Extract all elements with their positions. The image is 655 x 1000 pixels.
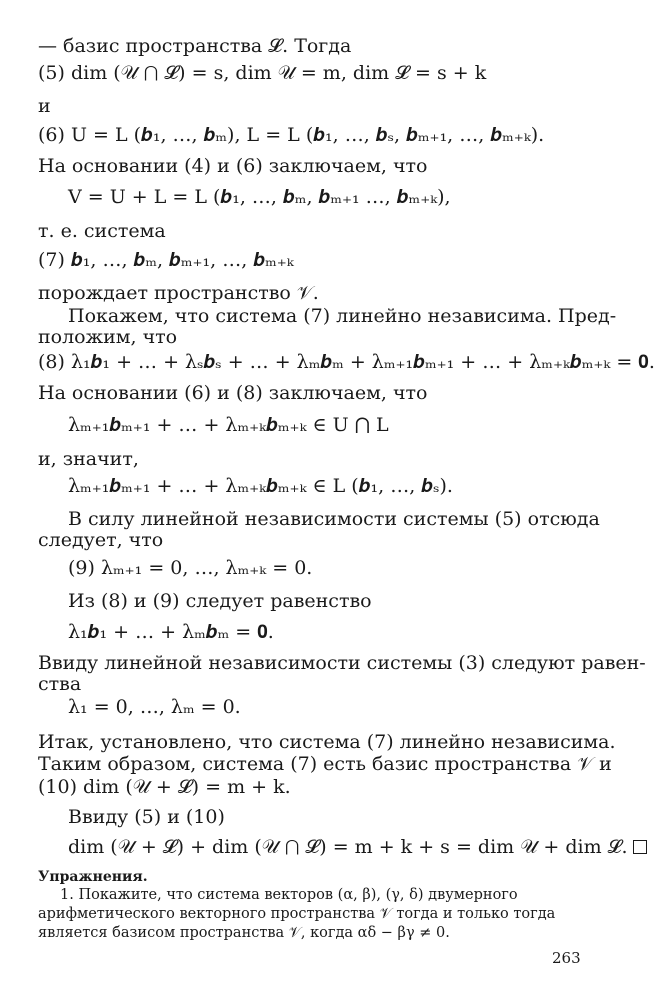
equation-sum-in-intersection: λₘ₊₁𝒃ₘ₊₁ + … + λₘ₊ₖ𝒃ₘ₊ₖ ∈ U ⋂ L [68,414,389,436]
equation-dimension-formula [68,834,628,860]
exercise-line: является базисом пространства 𝒱, когда αδ − βγ ≠ 0. [38,925,450,941]
text-line: Итак, установлено, что система (7) линейно независима. [38,731,616,753]
equation-9: (9) λₘ₊₁ = 0, …, λₘ₊ₖ = 0. [68,557,313,579]
text-line: ства [38,673,82,695]
text-line: порождает пространство 𝒱. [38,282,319,304]
text-line: — базис пространства 𝓛. Тогда [38,35,352,57]
text-line: На основании (4) и (6) заключаем, что [38,155,428,177]
text-line: Покажем, что система (7) линейно независима. Пред- [68,305,617,327]
equation-7: (7) 𝒃₁, …, 𝒃ₘ, 𝒃ₘ₊₁, …, 𝒃ₘ₊ₖ [38,249,294,271]
equation-v: V = U + L = L (𝒃₁, …, 𝒃ₘ, 𝒃ₘ₊₁ …, 𝒃ₘ₊ₖ), [68,186,451,208]
equation-8: (8) λ₁𝒃₁ + … + λₛ𝒃ₛ + … + λₘ𝒃ₘ + λₘ₊₁𝒃ₘ₊₁ + … + λₘ₊ₖ𝒃ₘ₊ₖ = 𝟎. [38,351,655,373]
equation-sum-in-l: λₘ₊₁𝒃ₘ₊₁ + … + λₘ₊ₖ𝒃ₘ₊ₖ ∈ L (𝒃₁, …, 𝒃ₛ). [68,475,453,497]
exercises-heading: Упражнения. [38,869,148,885]
text-line: положим, что [38,326,178,348]
text-line: следует, что [38,529,164,551]
text-line: В силу линейной независимости системы (5) отсюда [68,508,600,530]
text-line: Ввиду линейной независимости системы (3) следуют равен- [38,652,646,674]
text-line: и [38,95,51,117]
text-line: и, значит, [38,448,139,470]
text-line: Ввиду (5) и (10) [68,806,225,828]
equation-6: (6) U = L (𝒃₁, …, 𝒃ₘ), L = L (𝒃₁, …, 𝒃ₛ, 𝒃ₘ₊₁, …, 𝒃ₘ₊ₖ). [38,124,545,146]
exercise-line: арифметического векторного пространства 𝒱 тогда и только тогда [38,906,556,922]
equation-lambda-sum: λ₁𝒃₁ + … + λₘ𝒃ₘ = 𝟎. [68,621,274,643]
text-line: т. е. система [38,220,166,242]
equation-lambda-zero: λ₁ = 0, …, λₘ = 0. [68,696,241,718]
equation-5: (5) dim (𝒰 ⋂ 𝓛) = s, dim 𝒰 = m, dim 𝓛 = s + k [38,62,487,84]
end-of-proof-icon [633,840,647,854]
exercise-line: 1. Покажите, что система векторов (α, β), (γ, δ) двумерного [60,887,518,903]
dimension-formula-text: dim (𝒰 + 𝓛) + dim (𝒰 ⋂ 𝓛) = m + k + s = dim 𝒰 + dim 𝓛. [68,836,628,858]
text-line: Таким образом, система (7) есть базис пространства 𝒱 и [38,753,612,775]
text-line: На основании (6) и (8) заключаем, что [38,382,428,404]
equation-10: (10) dim (𝒰 + 𝓛) = m + k. [38,776,291,798]
page-number: 263 [552,949,581,967]
text-line: Из (8) и (9) следует равенство [68,590,372,612]
